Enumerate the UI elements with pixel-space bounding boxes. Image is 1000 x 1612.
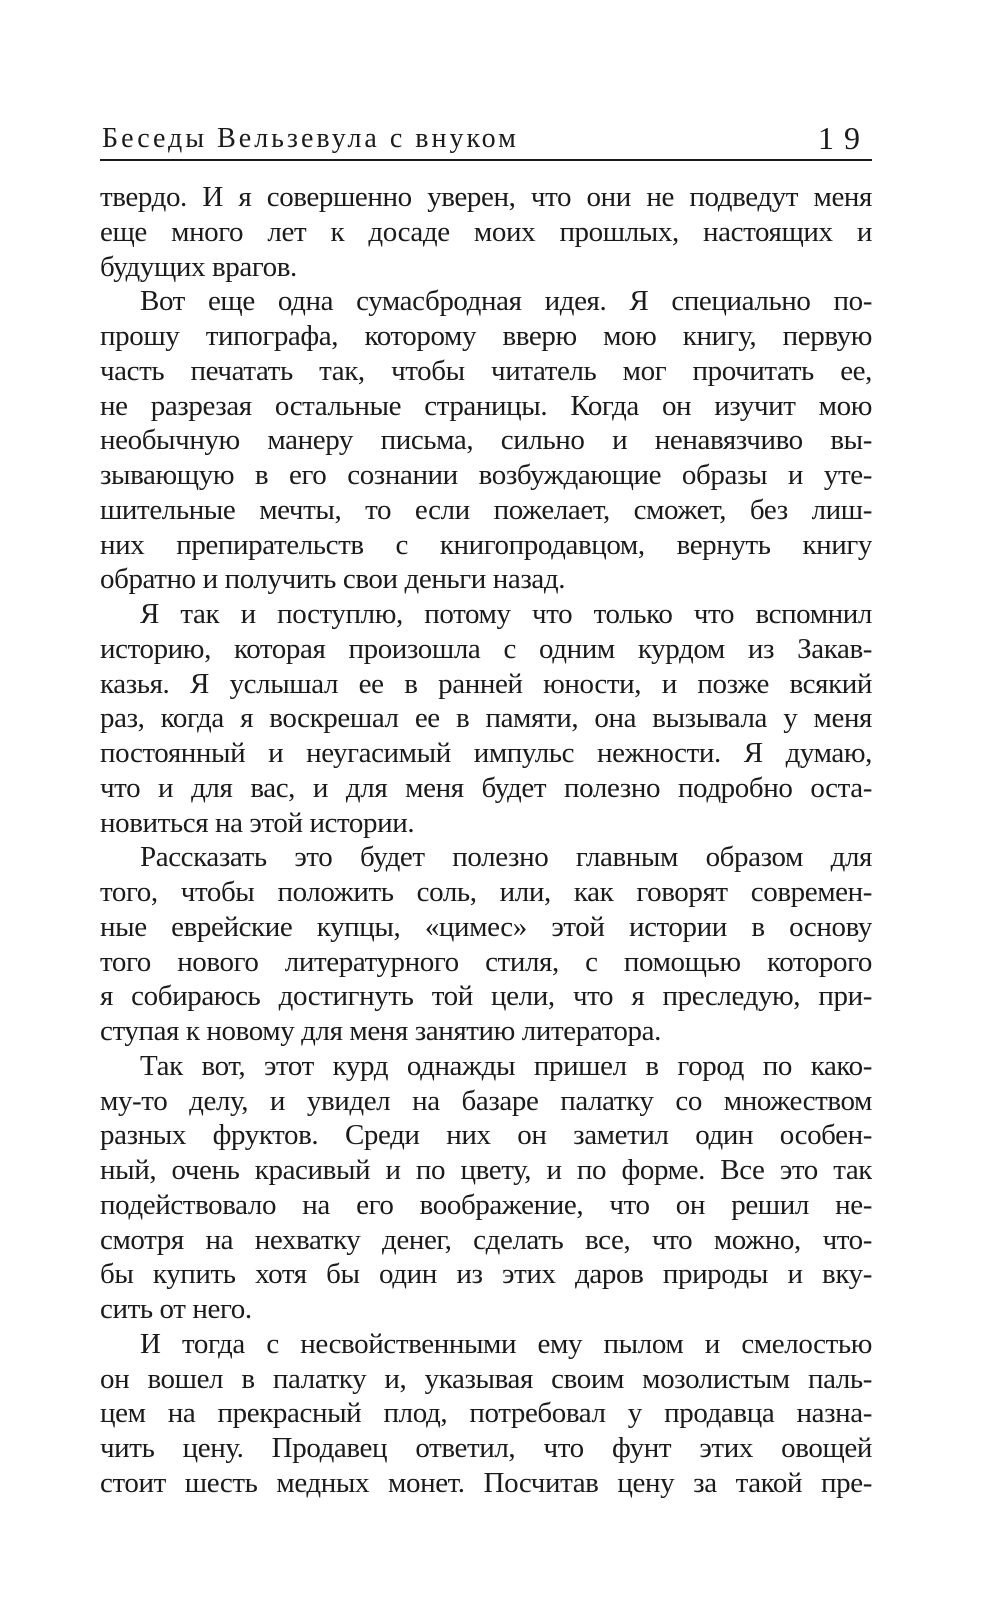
text-line: еще много лет к досаде моих прошлых, настоящих и	[100, 215, 872, 248]
text-line: цем на прекрасный плод, потребовал у продавца назна-	[100, 1397, 872, 1430]
text-line: чить цену. Продавец ответил, что фунт этих овощей	[100, 1432, 872, 1464]
text-line: бы купить хотя бы один из этих даров природы и вку-	[100, 1258, 872, 1291]
text-line: разных фруктов. Среди них он заметил один особен-	[100, 1119, 872, 1152]
text-line: того нового литературного стиля, с помощью которого	[100, 945, 872, 978]
text-line: Я так и поступлю, потому что только что вспомнил	[140, 598, 872, 630]
text-line: зывающую в его сознании возбуждающие образы и уте-	[100, 459, 872, 491]
text-line: шительные мечты, то если пожелает, сможет, без лиш-	[100, 493, 872, 526]
body-text	[100, 180, 872, 1501]
text-line: казья. Я услышал ее в ранней юности, и позже всякий	[100, 667, 872, 700]
text-line: них препирательств с книгопродавцом, вернуть книгу	[100, 528, 872, 561]
text-line: я собираюсь достигнуть той цели, что я преследую, при-	[100, 980, 872, 1013]
text-line: будущих врагов.	[100, 250, 297, 283]
text-line: часть печатать так, чтобы читатель мог прочитать ее,	[100, 354, 872, 387]
text-line: что и для вас, и для меня будет полезно подробно оста-	[100, 771, 872, 804]
text-line: му-то делу, и увидел на базаре палатку со множеством	[100, 1084, 872, 1117]
text-line: Рассказать это будет полезно главным образом для	[140, 841, 872, 874]
text-line: того, чтобы положить соль, или, как говорят современ-	[100, 876, 872, 908]
text-line: Вот еще одна сумасбродная идея. Я специально по-	[140, 285, 872, 318]
text-line: И тогда с несвойственными ему пылом и смелостью	[140, 1327, 872, 1360]
text-line: обратно и получить свои деньги назад.	[100, 563, 566, 596]
text-line: постоянный и неугасимый импульс нежности. Я думаю,	[100, 737, 872, 769]
text-line: ные еврейские купцы, «цимес» этой истории в основу	[100, 910, 872, 943]
text-line: необычную манеру письма, сильно и ненавязчиво вы-	[100, 424, 872, 457]
page-number: 19	[818, 120, 870, 156]
text-line: подействовало на его воображение, что он решил не-	[100, 1188, 872, 1221]
running-header	[100, 120, 872, 164]
text-line: Так вот, этот курд однажды пришел в город по како-	[140, 1049, 872, 1082]
running-title: Беседы Вельзевула с внуком	[102, 123, 519, 154]
text-line: смотря на нехватку денег, сделать все, что можно, что-	[100, 1223, 872, 1256]
text-line: новиться на этой истории.	[100, 806, 415, 839]
text-line: твердо. И я совершенно уверен, что они не подведут меня	[100, 181, 872, 213]
text-line: не разрезая остальные страницы. Когда он изучит мою	[100, 389, 872, 422]
text-line: раз, когда я воскрешал ее в памяти, она вызывала у меня	[100, 702, 872, 735]
text-line: он вошел в палатку и, указывая своим мозолистым паль-	[100, 1362, 872, 1395]
text-line: сить от него.	[100, 1293, 252, 1325]
text-line: ступая к новому для меня занятию литератора.	[100, 1015, 661, 1047]
text-line: стоит шесть медных монет. Посчитав цену за такой пре-	[100, 1466, 872, 1499]
text-line: прошу типографа, которому вверю мою книгу, первую	[100, 320, 872, 352]
text-line: историю, которая произошла с одним курдом из Закав-	[100, 632, 872, 665]
header-rule	[100, 159, 872, 161]
text-line: ный, очень красивый и по цвету, и по форме. Все это так	[100, 1154, 872, 1186]
